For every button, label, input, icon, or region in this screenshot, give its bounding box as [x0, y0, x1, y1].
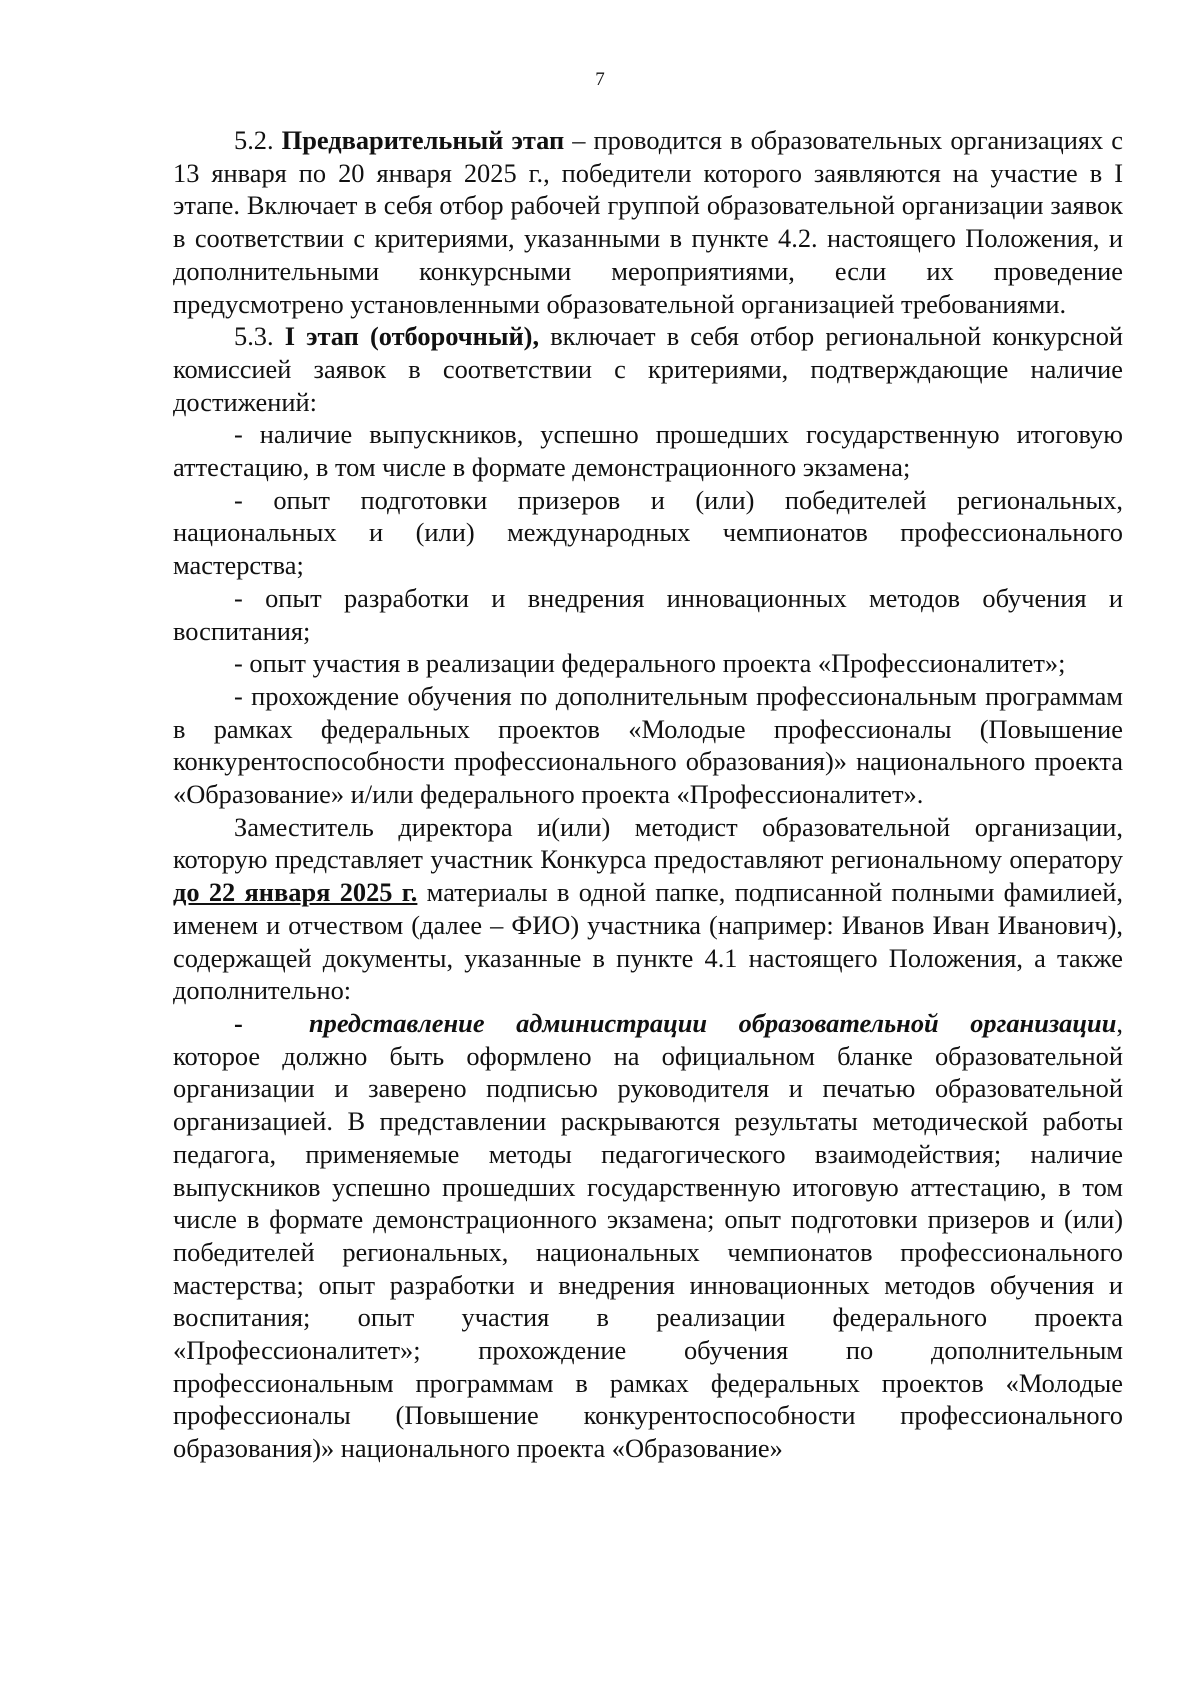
section-number: 5.3.: [234, 321, 274, 352]
section-title: I этап (отборочный),: [284, 321, 540, 352]
deputy-text-before: Заместитель директора и(или) методист образовательной организации, которую представляет участник Конкурса предоставляют региональному оператору: [173, 811, 1123, 875]
criteria-item: - опыт разработки и внедрения инновационных методов обучения и воспитания;: [173, 582, 1123, 646]
criteria-item: - опыт подготовки призеров и (или) победителей региональных, национальных и (или) международных чемпионатов профессионального мастерства;: [173, 484, 1123, 581]
deputy-paragraph: [173, 811, 1123, 1007]
representation-title: представление администрации образовательной организации: [309, 1007, 1117, 1038]
criteria-item: - прохождение обучения по дополнительным профессиональным программам в рамках федеральных проектов «Молодые профессионалы (Повышение конкурентоспособности профессионального образования)» национального проекта «Образование» и/или федерального проекта «Профессионалитет».: [173, 680, 1123, 810]
section-text: – проводится в образовательных организациях с 13 января по 20 января 2025 г., победители которого заявляются на участие в I этапе. Включает в себя отбор рабочей группой образовательной организации заявок в соответствии с критериями, указанными в пункте 4.2. настоящего Положения, и дополнительными конкурсными мероприятиями, если их проведение предусмотрено установленными образовательной организацией требованиями.: [173, 125, 1123, 319]
deputy-text-after: материалы в одной папке, подписанной полными фамилией, именем и отчеством (далее – ФИО) участника (например: Иванов Иван Иванович), содержащей документы, указанные в пункте 4.1 настоящего Положения, а также дополнительно:: [173, 877, 1123, 1006]
representation-text: , которое должно быть оформлено на официальном бланке образовательной организации и заверено подписью руководителя и печатью образовательной организацией. В представлении раскрываются результаты методической работы педагога, применяемые методы педагогического взаимодействия; наличие выпускников успешно прошедших государственную итоговую аттестацию, в том числе в формате демонстрационного экзамена; опыт подготовки призеров и (или) победителей региональных, национальных чемпионатов профессионального мастерства; опыт разработки и внедрения инновационных методов обучения и воспитания; опыт участия в реализации федерального проекта «Профессионалитет»; прохождение обучения по дополнительным профессиональным программам в рамках федеральных проектов «Молодые профессионалы (Повышение конкурентоспособности профессионального образования)» национального проекта «Образование»: [173, 1007, 1123, 1464]
deadline-date: до 22 января 2025 г.: [173, 877, 418, 908]
document-body: [173, 124, 1123, 1465]
paragraph-5-3: [173, 320, 1123, 418]
representation-paragraph: [173, 1007, 1123, 1465]
criteria-item: - опыт участия в реализации федерального проекта «Профессионалитет»;: [234, 648, 1066, 679]
dash-marker: -: [234, 1007, 243, 1038]
criteria-item: - наличие выпускников, успешно прошедших государственную итоговую аттестацию, в том числе в формате демонстрационного экзамена;: [173, 419, 1123, 483]
page-number: 7: [595, 69, 605, 90]
section-text: включает в себя отбор региональной конкурсной комиссией заявок в соответствии с критериями, подтверждающие наличие достижений:: [173, 321, 1124, 417]
section-title: Предварительный этап: [281, 125, 565, 155]
paragraph-5-2: [173, 124, 1123, 320]
section-number: 5.2.: [234, 125, 274, 155]
